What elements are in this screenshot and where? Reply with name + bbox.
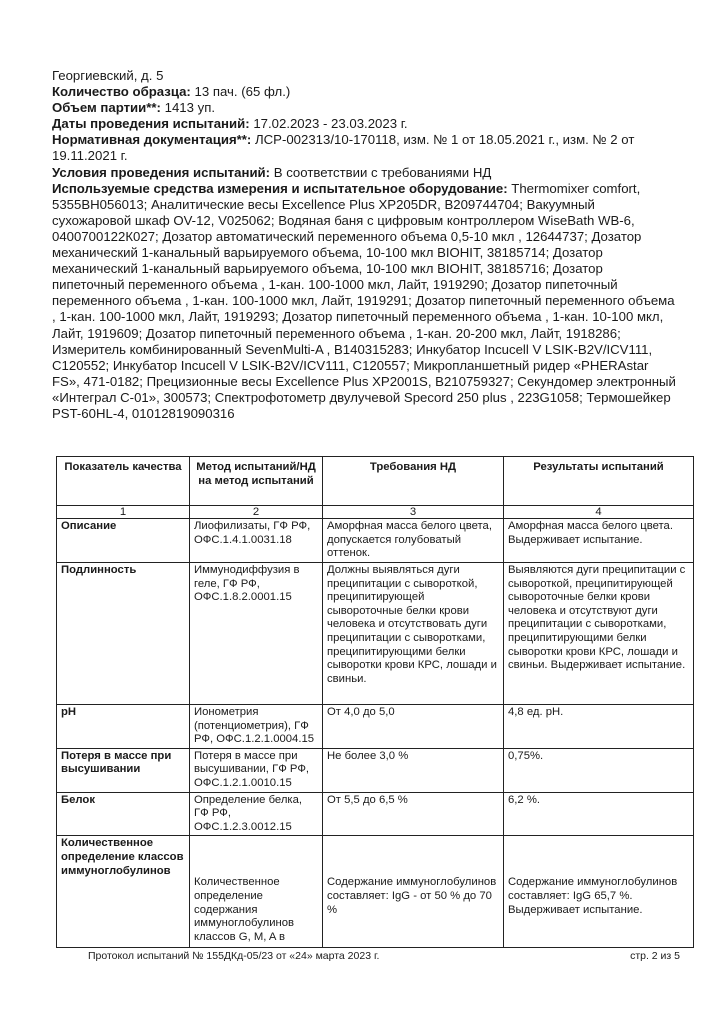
indicator-cell: Описание (57, 519, 190, 563)
table-row (57, 705, 694, 749)
indicator-cell: Потеря в массе при высушивании (57, 748, 190, 792)
normative-documentation-value: ЛСР-002313/10-170118, изм. № 1 от 18.05.2021 г., изм. № 2 от 19.11.2021 г. (52, 132, 635, 164)
requirement-cell: Содержание иммуноглобулинов составляет: IgG - от 50 % до 70 % (323, 836, 504, 948)
requirement-cell: Должны выявляться дуги преципитации с сывороткой, преципитирующей сывороточные белки крови человека и отсутствовать дуги преципитации с сыворотками, преципитирующими белки сыворотки крови КРС, лошади и свиньи. (323, 563, 504, 705)
test-conditions-label: Условия проведения испытаний: (52, 164, 271, 180)
equipment (52, 181, 677, 422)
address-line: Георгиевский, д. 5 (52, 68, 164, 83)
test-dates-label: Даты проведения испытаний: (52, 116, 250, 132)
page-footer (88, 950, 680, 962)
sample-quantity-value: 13 пач. (65 фл.) (194, 84, 291, 100)
normative-documentation (52, 132, 677, 164)
indicator-cell: Белок (57, 792, 190, 836)
requirement-cell: От 4,0 до 5,0 (323, 705, 504, 749)
col-header-requirement: Требования НД (323, 457, 504, 506)
method-cell: Иммунодиффузия в геле, ГФ РФ, ОФС.1.8.2.0001.15 (190, 563, 323, 705)
batch-volume-label: Объем партии**: (52, 100, 161, 116)
indicator-cell: pH (57, 705, 190, 749)
requirement-cell: Не более 3,0 % (323, 748, 504, 792)
table-row (57, 836, 694, 948)
test-dates (52, 116, 677, 132)
table-header-row (57, 457, 694, 506)
result-cell: Содержание иммуноглобулинов составляет: IgG 65,7 %. Выдерживает испытание. (504, 836, 694, 948)
results-table (56, 456, 694, 948)
column-number: 3 (323, 506, 504, 519)
indicator-cell: Подлинность (57, 563, 190, 705)
requirement-cell: Аморфная масса белого цвета, допускается голубоватый оттенок. (323, 519, 504, 563)
normative-documentation-label: Нормативная документация**: (52, 132, 252, 148)
requirement-cell: От 5,5 до 6,5 % (323, 792, 504, 836)
equipment-label: Используемые средства измерения и испытательное оборудование: (52, 180, 508, 196)
method-cell: Количественное определение содержания иммуноглобулинов классов G, M, A в (190, 836, 323, 948)
method-cell: Определение белка, ГФ РФ, ОФС.1.2.3.0012.15 (190, 792, 323, 836)
protocol-reference: Протокол испытаний № 155ДКд-05/23 от «24» марта 2023 г. (88, 950, 380, 962)
method-cell: Лиофилизаты, ГФ РФ, ОФС.1.4.1.0031.18 (190, 519, 323, 563)
column-number: 4 (504, 506, 694, 519)
sample-quantity (52, 84, 677, 100)
column-number: 1 (57, 506, 190, 519)
batch-volume-value: 1413 уп. (164, 100, 216, 116)
page-number: стр. 2 из 5 (630, 950, 680, 962)
sample-quantity-label: Количество образца: (52, 84, 191, 100)
result-cell: 6,2 %. (504, 792, 694, 836)
col-header-method: Метод испытаний/НД на метод испытаний (190, 457, 323, 506)
table-row (57, 748, 694, 792)
equipment-value: Thermomixer comfort, 5355ВН056013; Аналитические весы Excellence Plus XP205DR, B209744704; Вакуумный сухожаровой шкаф OV-12, V025062; Водяная баня с цифровым контроллером WiseBath WB-6, 0400700122К027; Дозатор автоматический переменного объема 0,5-10 мкл , 12644737; Дозатор механический 1-канальный варьируемого объема, 10-100 мкл BIOHIT, 38185714; Дозатор механический 1-канальный варьируемого объема, 10-100 мкл BIOHIT, 38185716; Дозатор пипеточный переменного объема , 1-кан. 100-1000 мкл, Лайт, 1919290; Дозатор пипеточный переменного объема , 1-кан. 100-1000 мкл, Лайт, 1919291; Дозатор пипеточный переменного объема , 1-кан. 100-1000 мкл, Лайт, 1919293; Дозатор пипеточный переменного объема , 1-кан. 10-100 мкл, Лайт, 1919609; Дозатор пипеточный переменного объема , 1-кан. 20-200 мкл, Лайт, 1918286; Измеритель комбинированный SevenMulti-A , B140315283; Инкубатор Incucell V LSIK-B2V/ICV111, C120552; Инкубатор Incucell V LSIK-B2V/ICV111, C120557; Микропланшетный ридер «PHERAstar FS», 471-0182; Прецизионные весы Excellence Plus XP2001S, B210759327; Секундомер электронный «Интеграл С-01», 300573; Спектрофотометр двулучевой Specord 250 plus , 223G1058; Термошейкер PST-60HL-4, 01012819090316 (52, 180, 676, 421)
test-conditions (52, 165, 677, 181)
indicator-cell: Количественное определение классов иммуноглобулинов (57, 836, 190, 948)
result-cell: 4,8 ед. pH. (504, 705, 694, 749)
col-header-result: Результаты испытаний (504, 457, 694, 506)
col-header-indicator: Показатель качества (57, 457, 190, 506)
document-header (52, 68, 677, 422)
result-cell: 0,75%. (504, 748, 694, 792)
test-dates-value: 17.02.2023 - 23.03.2023 г. (253, 116, 408, 132)
method-cell: Ионометрия (потенциометрия), ГФ РФ, ОФС.1.2.1.0004.15 (190, 705, 323, 749)
table-row (57, 792, 694, 836)
column-number-row (57, 506, 694, 519)
result-cell: Аморфная масса белого цвета. Выдерживает испытание. (504, 519, 694, 563)
test-conditions-value: В соответствии с требованиями НД (273, 164, 492, 180)
method-cell: Потеря в массе при высушивании, ГФ РФ, ОФС.1.2.1.0010.15 (190, 748, 323, 792)
table-row (57, 519, 694, 563)
column-number: 2 (190, 506, 323, 519)
table-row (57, 563, 694, 705)
result-cell: Выявляются дуги преципитации с сывороткой, преципитирующей сывороточные белки крови человека и отсутствуют дуги преципитации с сыворотками, преципитирующими белки сыворотки крови КРС, лошади и свиньи. Выдерживает испытание. (504, 563, 694, 705)
batch-volume (52, 100, 677, 116)
